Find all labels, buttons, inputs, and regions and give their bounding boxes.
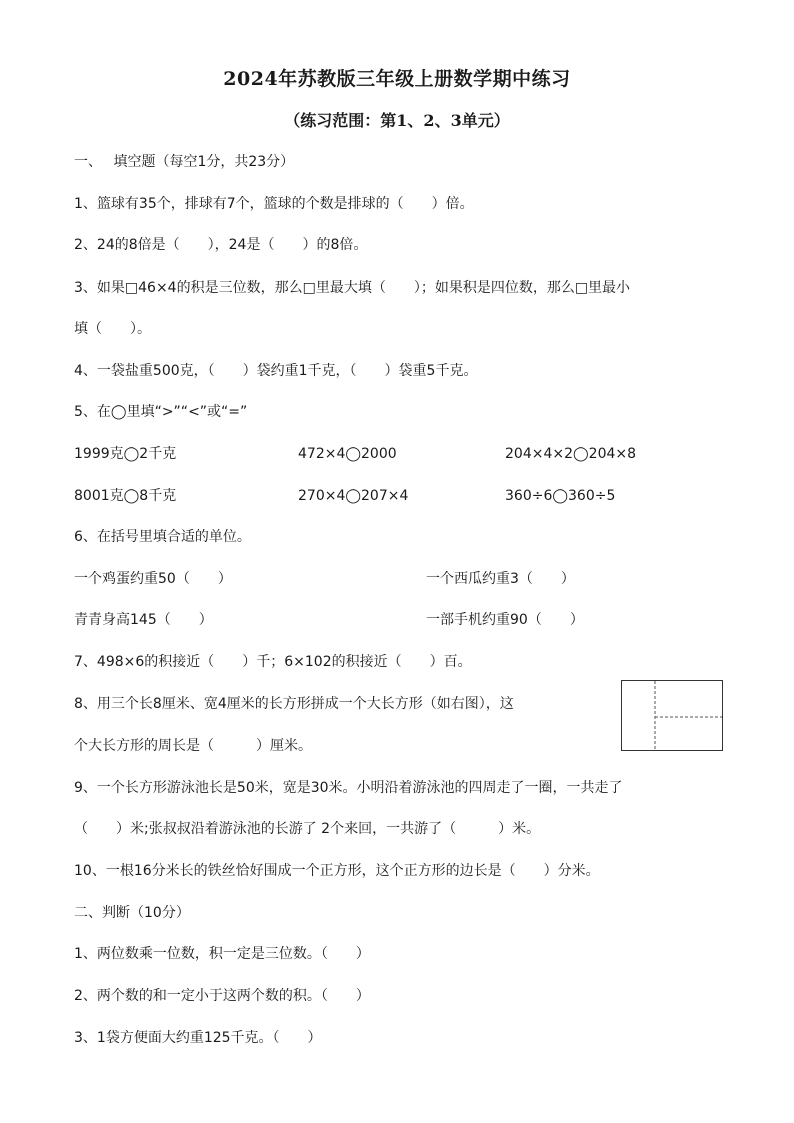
question-8-line2: 个大长方形的周长是（ ）厘米。: [74, 738, 312, 754]
question-10: 10、一根16分米长的铁丝恰好围成一个正方形，这个正方形的边长是（ ）分米。: [74, 863, 600, 879]
q5-item-6: 360÷6◯360÷5: [505, 488, 616, 504]
judge-question-1: 1、两位数乘一位数，积一定是三位数。（ ）: [74, 946, 370, 962]
question-1: 1、篮球有35个，排球有7个，篮球的个数是排球的（ ）倍。: [74, 196, 474, 212]
q5-item-5: 270×4◯207×4: [298, 488, 409, 504]
q5-item-1: 1999克◯2千克: [74, 446, 177, 462]
rectangle-figure: [621, 680, 723, 751]
q5-item-4: 8001克◯8千克: [74, 488, 177, 504]
q5-item-2: 472×4◯2000: [298, 446, 397, 462]
page-title: 2024年苏教版三年级上册数学期中练习: [223, 68, 571, 90]
question-4: 4、一袋盐重500克，（ ）袋约重1千克，（ ）袋重5千克。: [74, 363, 478, 379]
q6-item-1: 一个鸡蛋约重50（ ）: [74, 571, 232, 587]
question-7: 7、498×6的积接近（ ）千；6×102的积接近（ ）百。: [74, 654, 472, 670]
question-8-line1: 8、用三个长8厘米、宽4厘米的长方形拼成一个大长方形（如右图），这: [74, 696, 514, 712]
practice-scope: （练习范围：第1、2、3单元）: [284, 111, 510, 130]
section2-heading: 二、判断（10分）: [74, 905, 190, 921]
q6-item-4: 一部手机约重90（ ）: [426, 612, 584, 628]
question-9-line1: 9、一个长方形游泳池长是50米，宽是30米。小明沿着游泳池的四周走了一圈，一共走了: [74, 780, 623, 796]
section1-heading: 一、 填空题（每空1分，共23分）: [74, 154, 295, 170]
q6-item-3: 青青身高145（ ）: [74, 612, 213, 628]
q6-item-2: 一个西瓜约重3（ ）: [426, 571, 575, 587]
rectangle-diagram: [622, 681, 722, 750]
judge-question-3: 3、1袋方便面大约重125千克。（ ）: [74, 1030, 322, 1046]
question-2: 2、24的8倍是（ ），24是（ ）的8倍。: [74, 237, 368, 253]
question-3-line1: 3、如果□46×4的积是三位数，那么□里最大填（ ）；如果积是四位数，那么□里最小: [74, 280, 631, 296]
question-9-line2: （ ）米;张叔叔沿着游泳池的长游了 2个来回，一共游了（ ）米。: [74, 821, 541, 837]
q5-item-3: 204×4×2◯204×8: [505, 446, 637, 462]
question-3-line2: 填（ ）。: [74, 321, 151, 337]
question-6: 6、在括号里填合适的单位。: [74, 529, 251, 545]
judge-question-2: 2、两个数的和一定小于这两个数的积。（ ）: [74, 988, 370, 1004]
question-5: 5、在◯里填“>”“<”或“=”: [74, 404, 248, 420]
